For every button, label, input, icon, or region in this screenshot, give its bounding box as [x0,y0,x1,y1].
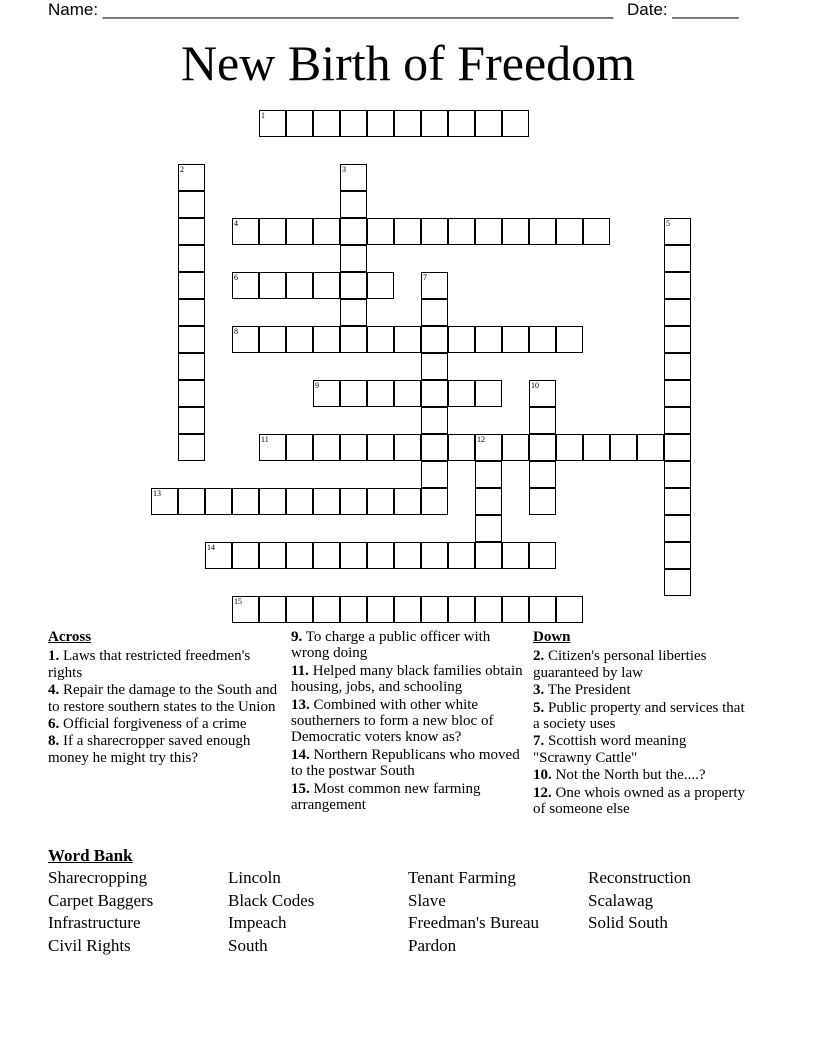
word-bank-item: Sharecropping [48,868,148,887]
crossword-cell[interactable] [664,245,691,272]
crossword-cell[interactable] [232,488,259,515]
across-clues-continued [291,629,527,814]
clue-number: 1 [261,111,265,120]
crossword-cell[interactable] [529,488,556,515]
crossword-cell[interactable] [313,272,340,299]
clue-text: Official forgiveness of a crime [59,716,247,733]
word-bank-item: Reconstruction [588,868,691,887]
crossword-cell[interactable] [448,110,475,137]
crossword-cell[interactable] [664,434,691,461]
crossword-cell[interactable] [421,380,448,407]
clue-num: 4. [48,682,60,699]
crossword-cell[interactable] [313,434,340,461]
crossword-cell[interactable] [259,596,286,623]
crossword-cell[interactable] [232,272,259,299]
clue-text: Northern Republicans who moved to the postwar South [291,746,520,780]
clue-text: If a sharecropper saved enough money he might try this? [48,733,251,766]
crossword-cell[interactable] [583,218,610,245]
crossword-cell[interactable] [556,596,583,623]
crossword-cell[interactable] [529,218,556,245]
crossword-cell[interactable] [664,380,691,407]
crossword-cell[interactable] [448,326,475,353]
clue-number: 9 [315,381,319,390]
crossword-cell[interactable] [286,542,313,569]
word-bank-item: Freedman's Bureau [408,913,539,932]
clue-text: The President [544,682,631,699]
clue-text: Combined with other white southerners to form a new bloc of Democratic voters know as? [291,696,494,746]
crossword-cell[interactable] [394,326,421,353]
clue-num: 10. [533,767,552,784]
crossword-cell[interactable] [286,434,313,461]
clue-item [48,648,283,681]
clue-number: 5 [666,219,670,228]
crossword-cell[interactable] [340,272,367,299]
crossword-cell[interactable] [232,218,259,245]
crossword-cell[interactable] [340,542,367,569]
date-field[interactable]: Date: _______ [627,0,739,19]
crossword-cell[interactable] [367,596,394,623]
crossword-cell[interactable] [556,434,583,461]
crossword-cell[interactable] [421,218,448,245]
clue-item [533,785,748,818]
crossword-cell[interactable] [367,110,394,137]
crossword-cell[interactable] [556,218,583,245]
clue-text: Laws that restricted freedmen's rights [48,648,251,681]
clue-num: 2. [533,648,545,665]
crossword-cell[interactable] [529,461,556,488]
clue-item [48,682,283,715]
crossword-cell[interactable] [313,542,340,569]
crossword-cell[interactable] [340,299,367,326]
clue-text: Most common new farming arrangement [291,780,481,814]
word-bank-item: Slave [408,891,446,910]
clue-text: To charge a public officer with wrong doing [291,629,491,662]
clue-number: 13 [153,489,161,498]
clue-num: 9. [291,629,303,645]
clue-num: 3. [533,682,545,699]
crossword-cell[interactable] [259,326,286,353]
crossword-cell[interactable] [313,218,340,245]
crossword-cell[interactable] [340,110,367,137]
crossword-cell[interactable] [259,542,286,569]
crossword-cell[interactable] [664,461,691,488]
crossword-cell[interactable] [232,542,259,569]
clue-number: 12 [477,435,485,444]
clue-number: 11 [261,435,269,444]
crossword-cell[interactable] [340,191,367,218]
crossword-cell[interactable] [178,407,205,434]
clue-text: Public property and services that a society uses [533,699,745,733]
crossword-cell[interactable] [286,326,313,353]
crossword-cell[interactable] [259,218,286,245]
crossword-cell[interactable] [664,488,691,515]
clue-item [533,733,748,766]
crossword-cell[interactable] [421,110,448,137]
crossword-cell[interactable] [286,218,313,245]
crossword-cell[interactable] [178,434,205,461]
clue-num: 8. [48,733,60,750]
crossword-cell[interactable] [232,596,259,623]
clue-item [533,700,748,733]
crossword-cell[interactable] [502,596,529,623]
clue-item [533,682,748,698]
crossword-cell[interactable] [205,488,232,515]
word-bank-item: Infrastructure [48,913,141,932]
crossword-cell[interactable] [313,110,340,137]
crossword-cell[interactable] [475,110,502,137]
crossword-cell[interactable] [475,515,502,542]
clue-num: 12. [533,784,552,801]
crossword-cell[interactable] [664,353,691,380]
clue-number: 6 [234,273,238,282]
clue-text: Helped many black families obtain housing, jobs, and schooling [291,662,523,696]
crossword-cell[interactable] [556,326,583,353]
crossword-cell[interactable] [259,488,286,515]
crossword-cell[interactable] [367,326,394,353]
crossword-cell[interactable] [178,488,205,515]
crossword-cell[interactable] [259,272,286,299]
clue-item [533,767,748,783]
word-bank-item: Impeach [228,913,287,932]
crossword-cell[interactable] [421,326,448,353]
word-bank-item: Solid South [588,913,668,932]
clue-item [533,648,748,681]
clue-item [291,629,527,662]
crossword-cell[interactable] [178,380,205,407]
crossword-cell[interactable] [529,596,556,623]
crossword-cell[interactable] [205,542,232,569]
crossword-cell[interactable] [367,272,394,299]
clue-text: Repair the damage to the South and to restore southern states to the Union [48,682,278,715]
crossword-cell[interactable] [475,461,502,488]
crossword-cell[interactable] [313,326,340,353]
crossword-cell[interactable] [421,434,448,461]
crossword-cell[interactable] [421,461,448,488]
word-bank-item: South [228,936,268,955]
clue-item [291,781,527,814]
page-title: New Birth of Freedom [180,35,636,91]
clue-num: 1. [48,648,60,665]
crossword-cell[interactable] [178,191,205,218]
crossword-cell[interactable] [286,272,313,299]
crossword-cell[interactable] [421,596,448,623]
crossword-cell[interactable] [340,218,367,245]
crossword-cell[interactable] [529,542,556,569]
clue-text: Citizen's personal liberties guaranteed by law [533,648,707,681]
crossword-cell[interactable] [421,272,448,299]
crossword-cell[interactable] [367,380,394,407]
clue-number: 15 [234,597,242,606]
clue-num: 5. [533,699,545,716]
across-clues [48,629,283,767]
crossword-cell[interactable] [151,488,178,515]
clue-item [291,747,527,780]
clue-number: 8 [234,327,238,336]
crossword-cell[interactable] [367,218,394,245]
crossword-cell[interactable] [340,245,367,272]
crossword-cell[interactable] [232,326,259,353]
crossword-cell[interactable] [529,407,556,434]
clue-number: 4 [234,219,238,228]
crossword-cell[interactable] [502,326,529,353]
crossword-cell[interactable] [394,218,421,245]
across-heading: Across [48,629,92,645]
crossword-cell[interactable] [178,245,205,272]
crossword-cell[interactable] [502,110,529,137]
crossword-cell[interactable] [637,434,664,461]
crossword-cell[interactable] [502,218,529,245]
crossword-cell[interactable] [475,326,502,353]
crossword-cell[interactable] [340,488,367,515]
clue-number: 7 [423,273,427,282]
clue-text: One whois owned as a property of someone else [533,784,746,818]
clue-item [48,716,283,732]
crossword-cell[interactable] [259,110,286,137]
crossword-cell[interactable] [583,434,610,461]
crossword-cell[interactable] [394,380,421,407]
crossword-cell[interactable] [367,434,394,461]
crossword-cell[interactable] [448,434,475,461]
clue-text: Scottish word meaning "Scrawny Cattle" [533,733,687,766]
crossword-cell[interactable] [313,488,340,515]
clue-number: 3 [342,165,346,174]
crossword-cell[interactable] [421,407,448,434]
clue-text: Not the North but the....? [551,767,706,784]
crossword-cell[interactable] [259,434,286,461]
crossword-cell[interactable] [340,380,367,407]
crossword-cell[interactable] [475,434,502,461]
crossword-cell[interactable] [286,596,313,623]
word-bank-item: Black Codes [228,891,315,910]
crossword-cell[interactable] [394,434,421,461]
crossword-cell[interactable] [610,434,637,461]
crossword-cell[interactable] [340,434,367,461]
crossword-cell[interactable] [475,542,502,569]
crossword-cell[interactable] [448,542,475,569]
word-bank-item: Tenant Farming [408,868,516,887]
crossword-cell[interactable] [529,434,556,461]
crossword-cell[interactable] [178,164,205,191]
crossword-cell[interactable] [475,488,502,515]
clue-number: 2 [180,165,184,174]
crossword-cell[interactable] [178,326,205,353]
crossword-cell[interactable] [475,218,502,245]
crossword-cell[interactable] [448,218,475,245]
crossword-cell[interactable] [421,488,448,515]
word-bank-heading: Word Bank [48,846,133,865]
crossword-cell[interactable] [421,542,448,569]
crossword-cell[interactable] [664,515,691,542]
crossword-cell[interactable] [502,434,529,461]
clue-num: 11. [291,662,309,679]
crossword-cell[interactable] [529,326,556,353]
crossword-cell[interactable] [448,596,475,623]
crossword-cell[interactable] [664,299,691,326]
crossword-cell[interactable] [664,407,691,434]
crossword-cell[interactable] [664,272,691,299]
crossword-cell[interactable] [286,110,313,137]
crossword-cell[interactable] [421,353,448,380]
crossword-cell[interactable] [664,569,691,596]
crossword-cell[interactable] [448,380,475,407]
word-bank-item: Lincoln [228,868,281,887]
down-clues [533,629,748,818]
crossword-cell[interactable] [421,299,448,326]
crossword-cell[interactable] [313,596,340,623]
crossword-cell[interactable] [394,488,421,515]
crossword-cell[interactable] [178,353,205,380]
word-bank-item: Civil Rights [48,936,131,955]
clue-num: 14. [291,746,310,763]
crossword-cell[interactable] [502,542,529,569]
clue-num: 13. [291,696,310,713]
clue-num: 7. [533,733,545,750]
crossword-cell[interactable] [475,596,502,623]
crossword-cell[interactable] [529,380,556,407]
crossword-cell[interactable] [475,380,502,407]
word-bank-item: Pardon [408,936,457,955]
crossword-cell[interactable] [394,110,421,137]
crossword-cell[interactable] [367,488,394,515]
word-bank-item: Carpet Baggers [48,891,154,910]
crossword-cell[interactable] [394,542,421,569]
crossword-cell[interactable] [664,326,691,353]
clue-item [291,663,527,696]
crossword-cell[interactable] [286,488,313,515]
word-bank-item: Scalawag [588,891,654,910]
clue-item [48,733,283,766]
crossword-cell[interactable] [664,542,691,569]
clue-item [291,697,527,746]
crossword-cell[interactable] [340,596,367,623]
crossword-cell[interactable] [394,596,421,623]
crossword-cell[interactable] [178,272,205,299]
crossword-cell[interactable] [313,380,340,407]
crossword-cell[interactable] [340,326,367,353]
clue-num: 15. [291,780,310,797]
crossword-cell[interactable] [664,218,691,245]
crossword-cell[interactable] [178,299,205,326]
clue-number: 10 [531,381,539,390]
clue-number: 14 [207,543,215,552]
crossword-cell[interactable] [178,218,205,245]
name-field[interactable]: Name: ______________________________________________________ [48,0,614,19]
clue-num: 6. [48,716,60,733]
down-heading: Down [533,629,571,645]
crossword-cell[interactable] [340,164,367,191]
crossword-cell[interactable] [367,542,394,569]
